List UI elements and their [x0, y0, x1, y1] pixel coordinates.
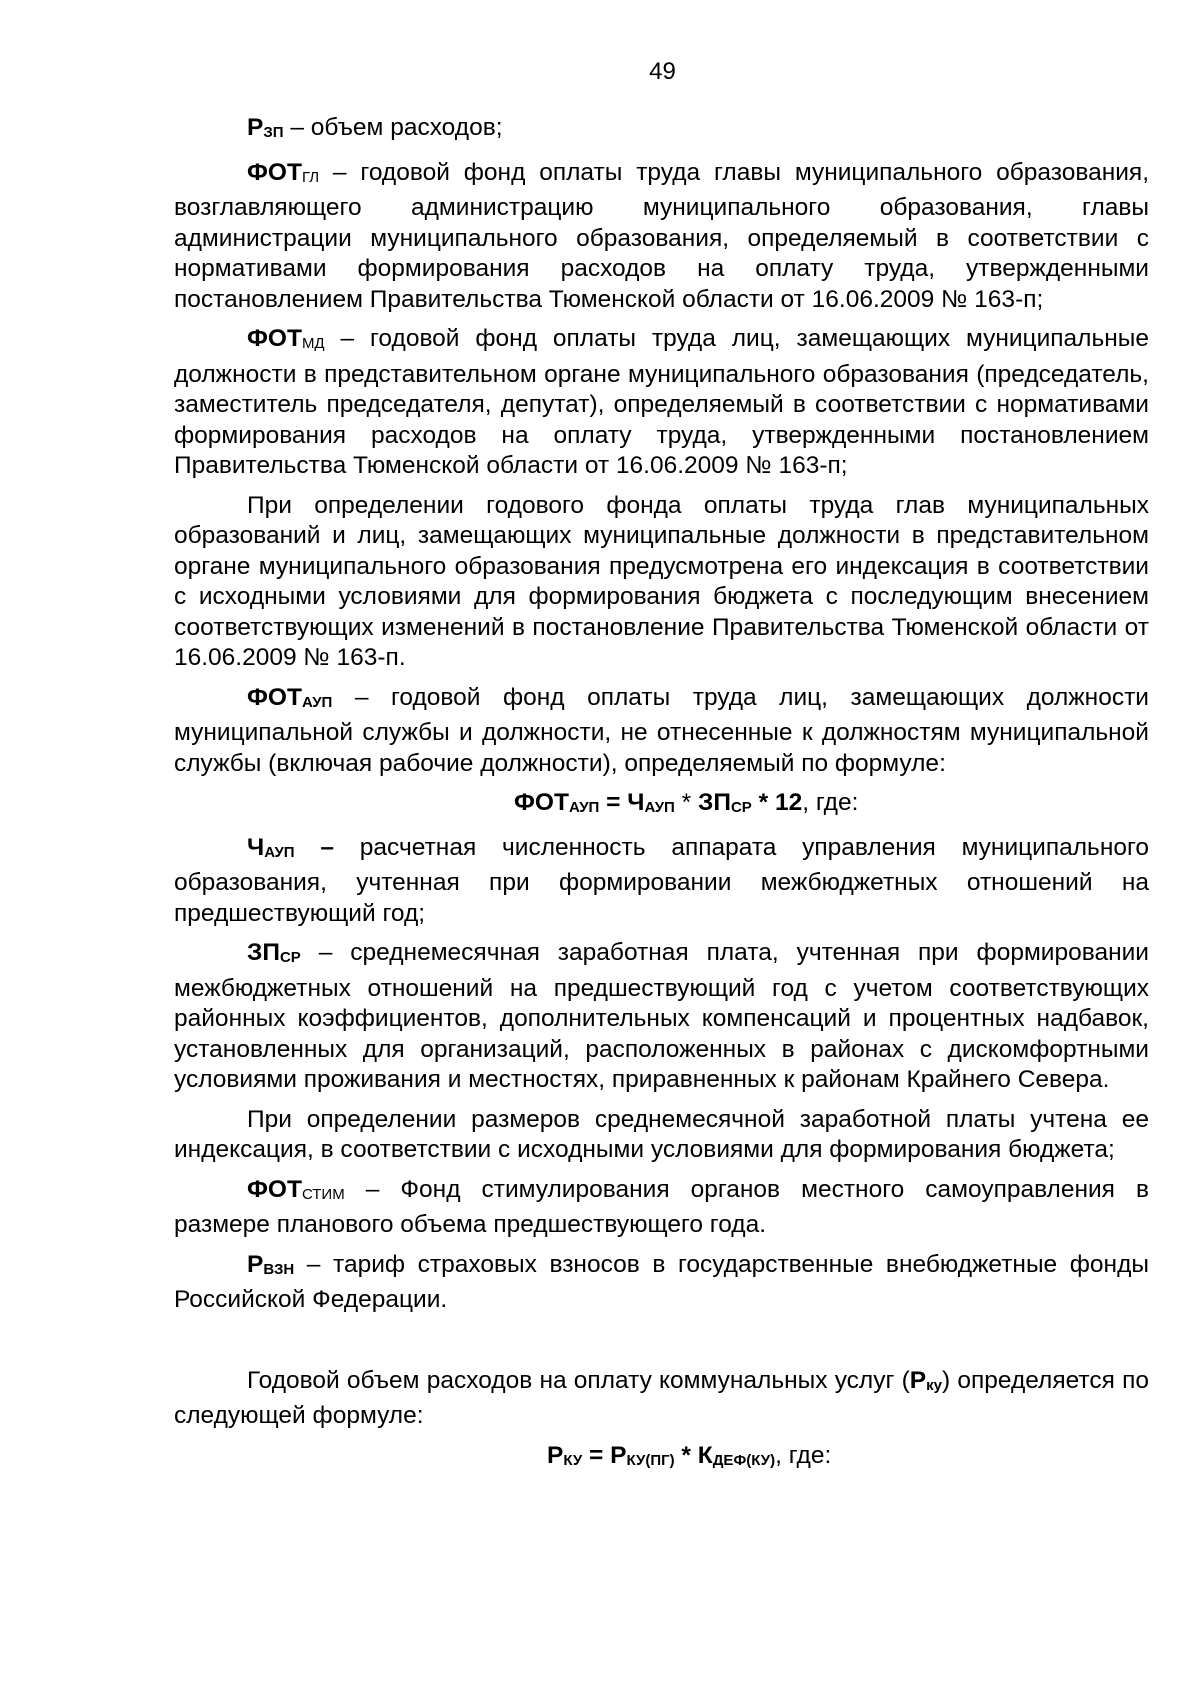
symbol-subscript: СР: [279, 949, 301, 966]
definition-text: – среднемесячная заработная плата, учтенная при формировании межбюджетных отношений на предшествующий год с учетом соответствующих районных коэффициентов, дополнительных компенсаций и процентных надбавок, установленных для организаций, расположенных в районах с дискомфортными условиями проживания и местностях, приравненных к районам Крайнего Севера.: [174, 939, 1149, 1093]
symbol: Ч: [247, 833, 265, 861]
symbol-subscript: МД: [301, 335, 325, 352]
formula-term: ФОТ: [514, 789, 569, 816]
symbol-subscript: ЗП: [263, 124, 284, 141]
formula-term: Р: [547, 1441, 564, 1469]
symbol-subscript: ГЛ: [301, 168, 320, 186]
formula-term: ЗП: [697, 789, 731, 816]
paragraph-text: Годовой объем расходов на оплату коммунальных услуг (: [247, 1366, 910, 1394]
paragraph-salary-indexation: При определении размеров среднемесячной заработной платы учтена ее индексация, в соответствии с исходными условиями для формирования бюджета;: [174, 1105, 1149, 1163]
formula-operator: *: [674, 1441, 698, 1469]
formula-subscript: СР: [730, 799, 752, 816]
definition-text: – годовой фонд оплаты труда лиц, замещающих должности муниципальной службы и должности, не отнесенные к должностям муниципальной службы (включая рабочие должности), определяемый по формуле:: [174, 683, 1149, 777]
definition-ch-aup: [174, 833, 1149, 930]
formula-operator: =: [582, 1441, 611, 1469]
definition-text: расчетная численность аппарата управления муниципального образования, учтенная при формировании межбюджетных отношений на предшествующий год;: [174, 833, 1149, 927]
symbol-subscript: ку: [926, 1376, 942, 1394]
definition-fot-gl: [174, 158, 1149, 316]
paragraph-text: ) определяется по следующей формуле:: [174, 1366, 1149, 1429]
symbol: ФОТ: [247, 325, 302, 352]
symbol-subscript: АУП: [264, 843, 295, 861]
definition-text: – годовой фонд оплаты труда лиц, замещающих муниципальные должности в представительном органе муниципального образования (председатель, заместитель председателя, депутат), определяемый в соответствии с нормативами формирования расходов на оплату труда, утвержденными постановлением Правительства Тюменской области от 16.06.2009 № 163-п;: [174, 325, 1149, 479]
formula-operator: =: [599, 789, 628, 816]
formula-operator: *: [674, 789, 698, 816]
symbol-subscript: ВЗН: [263, 1260, 295, 1278]
paragraph-indexation: При определении годового фонда оплаты труда глав муниципальных образований и лиц, замещающих муниципальные должности в представительном органе муниципального образования предусмотрена его индексация в соответствии с исходными условиями для формирования бюджета с последующим внесением соответствующих изменений в постановление Правительства Тюменской области от 16.06.2009 № 163-п.: [174, 491, 1149, 671]
definition-dash: –: [294, 833, 334, 861]
definition-fot-md: [174, 324, 1149, 482]
definition-r-vzn: [174, 1250, 1149, 1316]
formula-operator: * 12: [751, 789, 803, 816]
formula-r-ku: [174, 1441, 1149, 1477]
definition-fot-stim: [174, 1175, 1149, 1241]
formula-subscript: АУП: [644, 799, 675, 816]
definition-text: – годовой фонд оплаты труда главы муниципального образования, возглавляющего администрацию муниципального образования, главы администрации муниципального образования, определяемый в соответствии с нормативами формирования расходов на оплату труда, утвержденными постановлением Правительства Тюменской области от 16.06.2009 № 163-п;: [174, 158, 1149, 313]
formula-subscript: КУ: [563, 1451, 583, 1469]
symbol: Р: [909, 1366, 927, 1394]
formula-fot-aup: [174, 788, 1149, 824]
definition-fot-aup: [174, 683, 1149, 780]
formula-term: Ч: [627, 789, 645, 816]
symbol-subscript: АУП: [301, 693, 333, 711]
symbol: ЗП: [247, 939, 280, 966]
symbol: ФОТ: [247, 683, 302, 711]
symbol: ФОТ: [247, 158, 302, 186]
definition-text: – Фонд стимулирования органов местного самоуправления в размере планового объема предшествующего года.: [174, 1175, 1149, 1238]
paragraph-utilities: [174, 1366, 1149, 1432]
formula-tail: , где:: [802, 789, 859, 816]
formula-subscript: АУП: [568, 799, 600, 816]
definition-p-zp: [174, 113, 1149, 149]
definition-zp-sr: [174, 938, 1149, 1096]
symbol: Р: [247, 114, 264, 141]
formula-term: К: [697, 1441, 713, 1469]
symbol-subscript: СТИМ: [301, 1185, 345, 1203]
symbol: ФОТ: [247, 1175, 302, 1203]
symbol: Р: [247, 1250, 264, 1278]
formula-subscript: ДЕФ(КУ): [712, 1451, 776, 1469]
formula-subscript: КУ(ПГ): [626, 1451, 675, 1469]
definition-text: – тариф страховых взносов в государственные внебюджетные фонды Российской Федерации.: [174, 1250, 1149, 1313]
definition-text: – объем расходов;: [283, 114, 503, 141]
formula-tail: , где:: [775, 1441, 832, 1469]
page-number: 49: [649, 58, 676, 85]
formula-term: Р: [610, 1441, 627, 1469]
document-body: [174, 113, 1149, 1485]
